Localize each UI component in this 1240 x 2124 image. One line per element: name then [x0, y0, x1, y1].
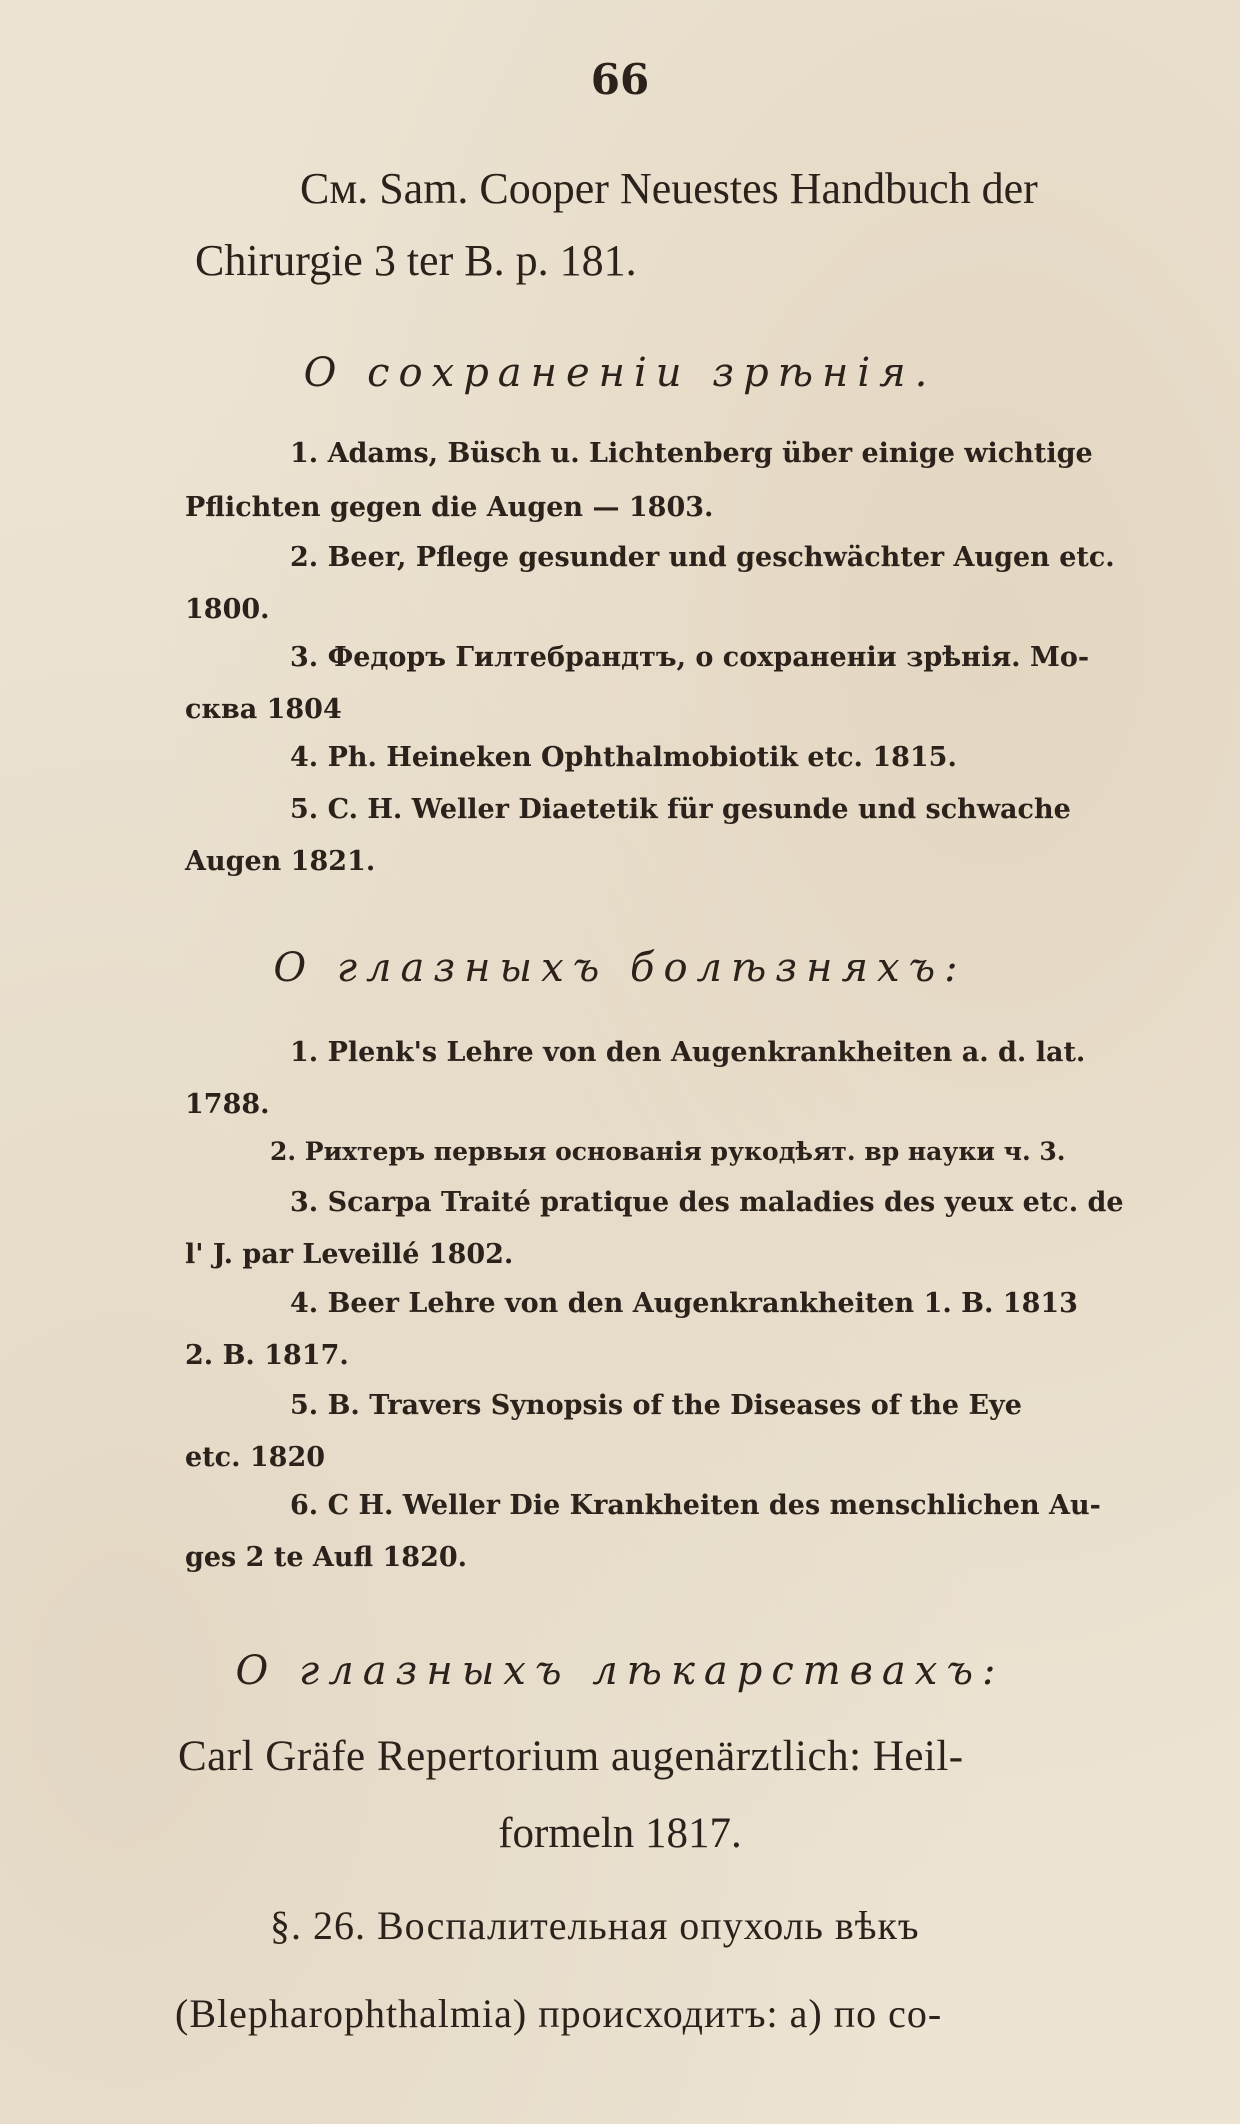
reference-intro-line-1: См. Sam. Cooper Neuestes Handbuch der — [300, 164, 1038, 213]
list-entry-line: 5. B. Travers Synopsis of the Diseases of the Eye — [290, 1390, 1022, 1421]
list-entry-line: l' J. par Leveillé 1802. — [185, 1239, 514, 1270]
paragraph-line-1: §. 26. Воспалительная опухоль вѣкъ — [270, 1903, 920, 1948]
page-number: 66 — [590, 55, 650, 104]
remedies-reference-line-2: formeln 1817. — [498, 1810, 742, 1857]
reference-intro-line-2: Chirurgie 3 ter B. p. 181. — [195, 236, 637, 285]
list-entry-line: 3. Федоръ Гилтебрандтъ, о сохраненіи зрѣнія. Мо- — [290, 642, 1090, 673]
list-entry-line: 1. Plenk's Lehre von den Augenkrankheiten a. d. lat. — [290, 1037, 1086, 1068]
remedies-reference-line-1: Carl Gräfe Repertorium augenärztlich: Heil- — [178, 1733, 964, 1780]
list-entry-line: etc. 1820 — [185, 1442, 326, 1473]
section-heading-eye-remedies: О глазныхъ лѣкарствахъ: — [235, 1648, 1005, 1694]
list-entry-line: Augen 1821. — [185, 846, 376, 877]
section-heading-vision-preservation: О сохраненіи зрѣнія. — [303, 350, 937, 396]
list-entry-line: 3. Scarpa Traité pratique des maladies des yeux etc. de — [290, 1187, 1124, 1218]
paragraph-line-2: (Blepharophthalmia) происходитъ: а) по со- — [175, 1991, 943, 2036]
list-entry-line: 4. Ph. Heineken Ophthalmobiotik etc. 1815. — [290, 742, 957, 773]
list-entry-line: 6. C H. Weller Die Krankheiten des menschlichen Au- — [290, 1490, 1101, 1521]
list-entry-line: 2. Beer, Pflege gesunder und geschwächter Augen etc. — [290, 542, 1115, 573]
list-entry-line: 1788. — [185, 1089, 270, 1120]
list-entry-line: 5. C. H. Weller Diaetetik für gesunde und schwache — [290, 794, 1071, 825]
list-entry-line: сква 1804 — [185, 694, 342, 725]
list-entry-line: 4. Beer Lehre von den Augenkrankheiten 1. B. 1813 — [290, 1288, 1078, 1319]
list-entry-line: ges 2 te Aufl 1820. — [185, 1542, 468, 1573]
list-entry-line: 2. B. 1817. — [185, 1340, 349, 1371]
section-heading-eye-diseases: О глазныхъ болѣзняхъ: — [273, 945, 967, 991]
list-entry-line: 2. Рихтеръ первыя основанія рукодѣят. вр науки ч. 3. — [270, 1137, 1066, 1166]
list-entry-line: 1800. — [185, 594, 270, 625]
list-entry-line: 1. Adams, Büsch u. Lichtenberg über einige wichtige — [290, 438, 1093, 469]
list-entry-line: Pflichten gegen die Augen — 1803. — [185, 492, 714, 523]
